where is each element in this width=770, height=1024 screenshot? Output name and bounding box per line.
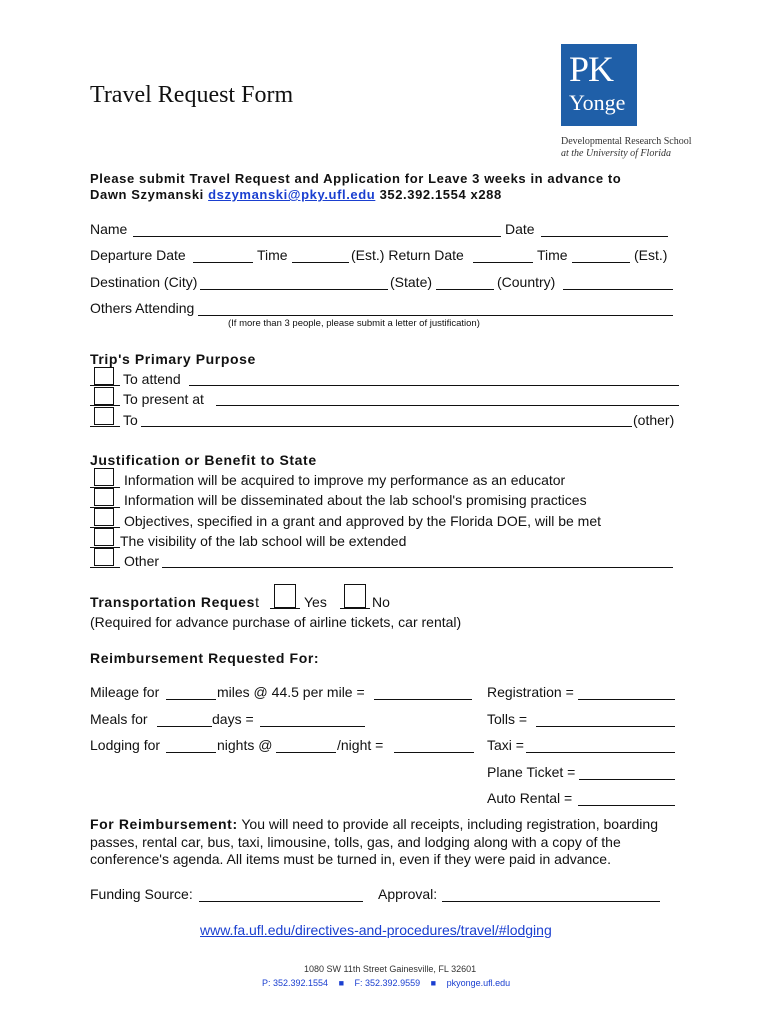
funding-source-field[interactable] <box>199 901 363 902</box>
for-reimbursement-text2: passes, rental car, bus, taxi, limousine, tolls, gas, and lodging along with a copy of the <box>90 834 621 850</box>
taxi-field[interactable] <box>526 752 675 753</box>
meals-days-field[interactable] <box>157 726 212 727</box>
date-label: Date <box>505 221 535 237</box>
transportation-no-label: No <box>372 594 390 610</box>
return-time-label: Time <box>537 247 568 263</box>
contact-name: Dawn Szymanski <box>90 187 204 202</box>
for-reimbursement-text1: You will need to provide all receipts, including registration, boarding <box>241 816 658 832</box>
transportation-heading <box>90 594 259 610</box>
contact-email-link[interactable]: dszymanski@pky.ufl.edu <box>208 187 376 202</box>
for-reimbursement-text3: conference's agenda. All items must be turned in, even if they were paid in advance. <box>90 851 611 867</box>
departure-date-label: Departure Date <box>90 247 186 263</box>
purpose-other-checkbox-line <box>90 426 120 427</box>
transportation-yes-line <box>270 608 300 609</box>
purpose-other-suffix: (other) <box>633 412 675 428</box>
plane-ticket-field[interactable] <box>579 779 675 780</box>
mileage-miles-field[interactable] <box>166 699 216 700</box>
departure-time-label: Time <box>257 247 288 263</box>
lodging-nights-label: nights @ <box>217 737 273 753</box>
return-date-label: (Est.) Return Date <box>351 247 464 263</box>
lodging-nights-field[interactable] <box>166 752 216 753</box>
transportation-yes-checkbox[interactable] <box>274 584 296 608</box>
name-field[interactable] <box>133 236 501 237</box>
justification-heading: Justification or Benefit to State <box>90 452 317 468</box>
destination-city-field[interactable] <box>200 289 388 290</box>
form-title: Travel Request Form <box>90 82 294 108</box>
purpose-other-label: To <box>123 412 138 428</box>
tolls-label: Tolls = <box>487 711 528 727</box>
transportation-note: (Required for advance purchase of airline tickets, car rental) <box>90 614 462 630</box>
auto-rental-label: Auto Rental = <box>487 790 573 806</box>
justification-label-1: Information will be acquired to improve my performance as an educator <box>124 472 566 488</box>
purpose-attend-label: To attend <box>123 371 181 387</box>
purpose-attend-checkbox-line <box>90 385 120 386</box>
purpose-present-field[interactable] <box>216 405 679 406</box>
transportation-no-checkbox[interactable] <box>344 584 366 608</box>
return-time-field[interactable] <box>572 262 630 263</box>
purpose-attend-checkbox[interactable] <box>94 367 114 385</box>
reimbursement-heading: Reimbursement Requested For: <box>90 650 320 666</box>
footer-site-link[interactable]: pkyonge.ufl.edu <box>446 978 511 988</box>
state-field[interactable] <box>436 289 494 290</box>
purpose-present-checkbox[interactable] <box>94 387 114 405</box>
others-attending-field[interactable] <box>198 315 673 316</box>
logo-caption-line2: at the University of Florida <box>561 148 671 159</box>
transportation-yes-label: Yes <box>304 594 327 610</box>
travel-directives-link[interactable]: www.fa.ufl.edu/directives-and-procedures/travel/#lodging <box>200 922 552 938</box>
funding-source-label: Funding Source: <box>90 886 193 902</box>
mileage-total-field[interactable] <box>374 699 472 700</box>
justification-checkbox-1[interactable] <box>94 468 114 486</box>
meals-total-field[interactable] <box>260 726 365 727</box>
lodging-rate-field[interactable] <box>276 752 336 753</box>
departure-time-field[interactable] <box>292 262 349 263</box>
mileage-rate-label: miles @ 44.5 per mile = <box>217 684 365 700</box>
approval-field[interactable] <box>442 901 660 902</box>
purpose-other-field[interactable] <box>141 426 632 427</box>
return-date-field[interactable] <box>473 262 533 263</box>
justification-label-2: Information will be disseminated about the lab school's promising practices <box>124 492 587 508</box>
transportation-no-line <box>340 608 370 609</box>
logo-caption <box>561 136 692 160</box>
justification-other-field[interactable] <box>162 567 673 568</box>
lodging-per-night-label: /night = <box>337 737 384 753</box>
justification-label-5: Other <box>124 553 160 569</box>
purpose-present-label: To present at <box>123 391 204 407</box>
for-reimbursement-heading: For Reimbursement: <box>90 816 238 832</box>
for-reimbursement-line1 <box>90 816 658 832</box>
plane-ticket-label: Plane Ticket = <box>487 764 576 780</box>
state-label: (State) <box>390 274 433 290</box>
tolls-field[interactable] <box>536 726 675 727</box>
purpose-heading: Trip's Primary Purpose <box>90 351 256 367</box>
meals-days-label: days = <box>212 711 254 727</box>
country-field[interactable] <box>563 289 673 290</box>
lodging-total-field[interactable] <box>394 752 474 753</box>
destination-city-label: Destination (City) <box>90 274 198 290</box>
intro-line2 <box>90 187 502 202</box>
name-label: Name <box>90 221 128 237</box>
auto-rental-field[interactable] <box>578 805 675 806</box>
contact-phone: 352.392.1554 x288 <box>379 187 502 202</box>
transportation-heading-tail: t <box>255 594 259 610</box>
logo-word: Yonge <box>569 90 626 115</box>
meals-label: Meals for <box>90 711 148 727</box>
purpose-other-checkbox[interactable] <box>94 407 114 425</box>
lodging-label: Lodging for <box>90 737 161 753</box>
justification-checkbox-2[interactable] <box>94 488 114 506</box>
registration-field[interactable] <box>578 699 675 700</box>
footer-fax: F: 352.392.9559 <box>354 978 421 988</box>
logo-letters: PK <box>569 49 614 89</box>
justification-label-4: The visibility of the lab school will be extended <box>120 533 407 549</box>
footer-separator-icon: ■ <box>338 978 345 988</box>
mileage-label: Mileage for <box>90 684 160 700</box>
country-label: (Country) <box>497 274 556 290</box>
pk-yonge-logo <box>561 44 637 126</box>
others-note: (If more than 3 people, please submit a letter of justification) <box>228 318 480 329</box>
date-field[interactable] <box>541 236 668 237</box>
justification-label-3: Objectives, specified in a grant and approved by the Florida DOE, will be met <box>124 513 602 529</box>
footer-separator-icon: ■ <box>430 978 437 988</box>
purpose-attend-field[interactable] <box>189 385 679 386</box>
others-attending-label: Others Attending <box>90 300 195 316</box>
intro-line1: Please submit Travel Request and Application for Leave 3 weeks in advance to <box>90 171 622 186</box>
transportation-heading-main: Transportation Reques <box>90 594 256 610</box>
footer-address: 1080 SW 11th Street Gainesville, FL 32601 <box>304 964 477 974</box>
justification-checkbox-5[interactable] <box>94 548 114 566</box>
logo-caption-line1: Developmental Research School <box>561 136 692 147</box>
purpose-present-checkbox-line <box>90 405 120 406</box>
return-est-label: (Est.) <box>634 247 668 263</box>
justification-checkbox-3[interactable] <box>94 508 114 526</box>
taxi-label: Taxi = <box>487 737 524 753</box>
footer-phone: P: 352.392.1554 <box>262 978 329 988</box>
approval-label: Approval: <box>378 886 438 902</box>
registration-label: Registration = <box>487 684 574 700</box>
footer-contact <box>262 978 510 988</box>
justification-checkbox-5-line <box>90 567 120 568</box>
justification-checkbox-4[interactable] <box>94 528 114 546</box>
departure-date-field[interactable] <box>193 262 253 263</box>
